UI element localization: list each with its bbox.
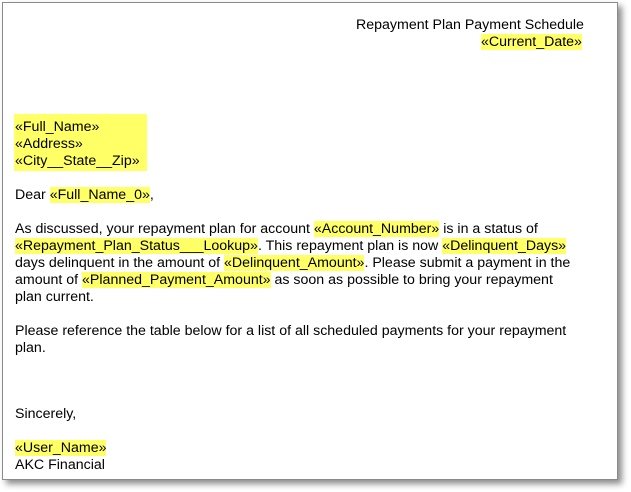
current-date-field: «Current_Date» — [481, 34, 582, 50]
paragraph1-line3: days delinquent in the amount of «Delinquent_Amount». Please submit a payment in the — [15, 255, 571, 271]
plan-status-field: «Repayment_Plan_Status___Lookup» — [15, 238, 258, 254]
city-state-zip-field: «City__State__Zip» — [15, 153, 140, 169]
paragraph1-line4: amount of «Planned_Payment_Amount» as soon as possible to bring your repayment — [15, 272, 553, 288]
account-number-field: «Account_Number» — [313, 221, 440, 237]
sincerely: Sincerely, — [15, 406, 77, 422]
letter-page — [2, 2, 618, 480]
paragraph1-line1: As discussed, your repayment plan for account «Account_Number» is in a status of — [15, 221, 538, 237]
delinquent-amount-field: «Delinquent_Amount» — [224, 255, 365, 271]
address-field: «Address» — [15, 136, 83, 152]
paragraph1-line2: «Repayment_Plan_Status___Lookup». This repayment plan is now «Delinquent_Days» — [15, 238, 567, 254]
delinquent-days-field: «Delinquent_Days» — [442, 238, 567, 254]
paragraph2-line1: Please reference the table below for a list of all scheduled payments for your repayment — [15, 323, 567, 339]
greeting: Dear «Full_Name_0», — [15, 187, 154, 203]
company-name: AKC Financial — [15, 457, 105, 473]
letter-title: Repayment Plan Payment Schedule — [356, 17, 584, 33]
paragraph1-line5: plan current. — [15, 289, 94, 305]
full-name-field: «Full_Name» — [15, 119, 100, 135]
greeting-name-field: «Full_Name_0» — [49, 187, 150, 203]
planned-payment-amount-field: «Planned_Payment_Amount» — [82, 272, 271, 288]
user-name-field: «User_Name» — [15, 440, 107, 456]
paragraph2-line2: plan. — [15, 340, 46, 356]
